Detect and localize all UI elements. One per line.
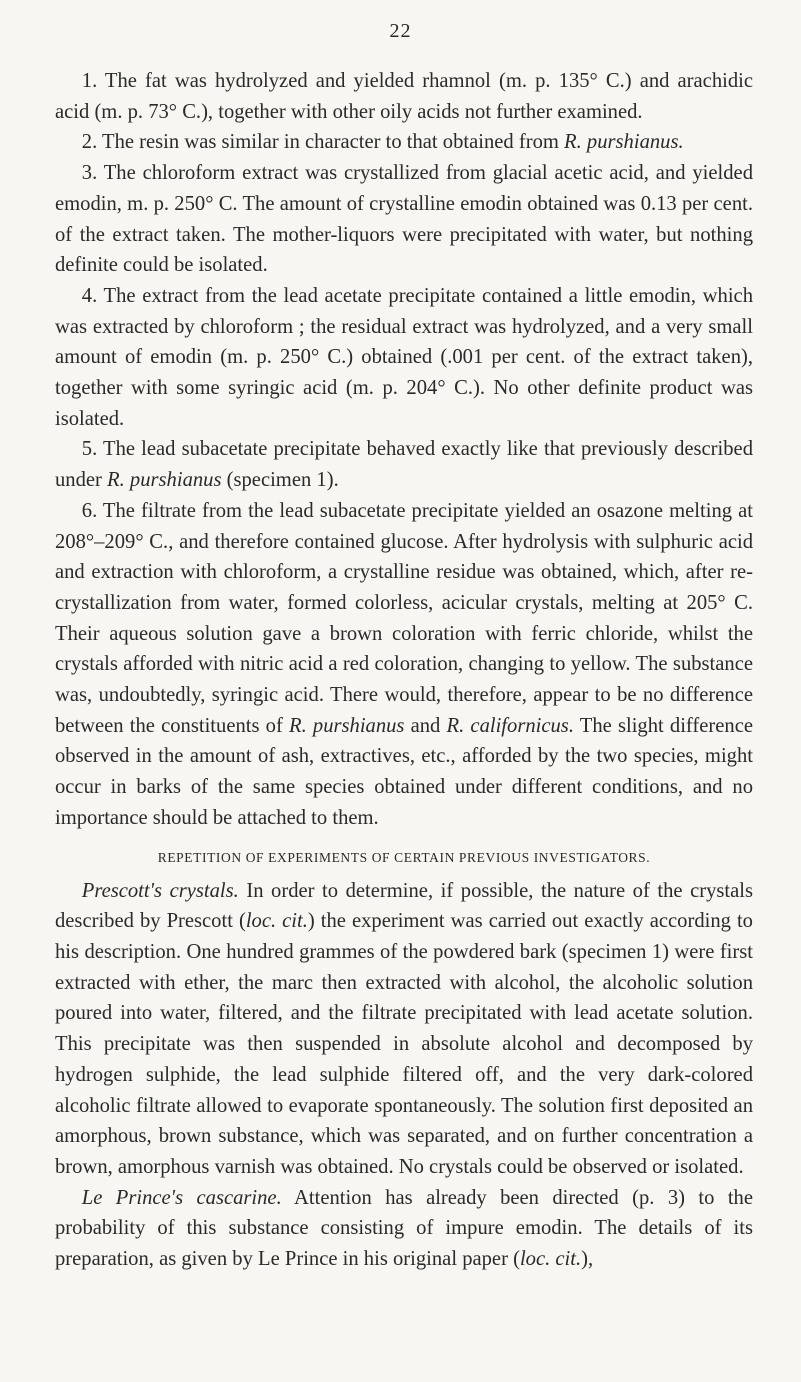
italic-run: Le Prince's cascarine. — [81, 1186, 282, 1209]
text-run: 5. The lead subacetate precipitate behaved exactly like that previously described under — [55, 438, 753, 492]
repetition-experiments — [55, 876, 753, 1275]
text-run: The slight difference observed in the amount of ash, extractives, etc., afforded by the two species, might occur in barks of the same species obtained under different conditions, and no importance should be attached to them. — [55, 714, 753, 829]
experiment-results — [55, 66, 753, 834]
text-run: 3. The chloroform extract was crystallized from glacial acetic acid, and yielded emodin, m. p. 250° C. The amount of crystalline emodin obtained was 0.13 per cent. of the extract taken. The mother-liquors were precipitated with water, but nothing definite could be isolated. — [55, 162, 753, 277]
paragraph — [55, 158, 753, 281]
italic-run: Prescott's crystals. — [81, 879, 239, 902]
paragraph — [55, 1183, 753, 1275]
paragraph — [55, 281, 753, 435]
text-run: In order to determine, if possible, the nature of the crystals described by Prescott ( — [55, 879, 753, 933]
text-run: 6. The filtrate from the lead subacetate precipitate yielded an osazone melting at 208°–209° C., and therefore contained glucose. After hydrolysis with sulphuric acid and extraction with chloroform, a crystalline residue was obtained, which, after re-crystallization from water, formed colorless, acicular crystals, melting at 205° C. Their aqueous solution gave a brown coloration with ferric chloride, whilst the crystals afforded with nitric acid a red coloration, changing to yellow. The substance was, undoubtedly, syringic acid. There would, therefore, appear to be no difference between the constituents of — [55, 499, 753, 737]
italic-run: R. purshianus — [107, 469, 222, 492]
text-run: 1. The fat was hydrolyzed and yielded rhamnol (m. p. 135° C.) and arachidic acid (m. p. 73° C.), together with other oily acids not further examined. — [55, 70, 753, 123]
paragraph — [55, 66, 753, 127]
paragraph — [55, 876, 753, 1183]
paragraph — [55, 496, 753, 834]
text-run: ), — [581, 1248, 594, 1271]
text-run: Attention has already been directed (p. 3) to the probability of this substance consisting of impure emodin. The details of its preparation, as given by Le Prince in his original paper ( — [55, 1186, 753, 1271]
section-heading: REPETITION OF EXPERIMENTS OF CERTAIN PREVIOUS INVESTIGATORS. — [157, 849, 651, 865]
page-number: 22 — [389, 20, 412, 42]
text-run: ) the experiment was carried out exactly according to his description. One hundred grammes of the powdered bark (specimen 1) were first extracted with ether, the marc then extracted with alcohol, the alcoholic solution poured into water, filtered, and the filtrate precipitated with lead acetate solution. This precipitate was then suspended in absolute alcohol and decomposed by hydrogen sulphide, the lead sulphide filtered off, and the very dark-colored alcoholic filtrate allowed to evaporate spontaneously. The solution first deposited an amorphous, brown substance, which was separated, and on further concentration a brown, amorphous varnish was obtained. No crystals could be observed or isolated. — [55, 910, 753, 1178]
text-run: 4. The extract from the lead acetate precipitate contained a little emodin, which was extracted by chloroform ; the residual extract was hydrolyzed, and a very small amount of emodin (m. p. 250° C.) obtained (.001 per cent. of the extract taken), together with some syringic acid (m. p. 204° C.). No other definite product was isolated. — [55, 284, 753, 430]
italic-run: R. purshianus. — [564, 131, 684, 154]
text-run: 2. The resin was similar in character to that obtained from — [81, 131, 565, 154]
text-run: and — [404, 714, 447, 737]
italic-run: R. californicus. — [446, 714, 574, 737]
page-body — [55, 66, 753, 1275]
italic-run: loc. cit. — [519, 1248, 582, 1271]
paragraph — [55, 127, 753, 158]
italic-run: loc. cit. — [245, 910, 308, 933]
text-run: (specimen 1). — [221, 469, 339, 492]
paragraph — [55, 434, 753, 495]
italic-run: R. purshianus — [289, 714, 405, 737]
